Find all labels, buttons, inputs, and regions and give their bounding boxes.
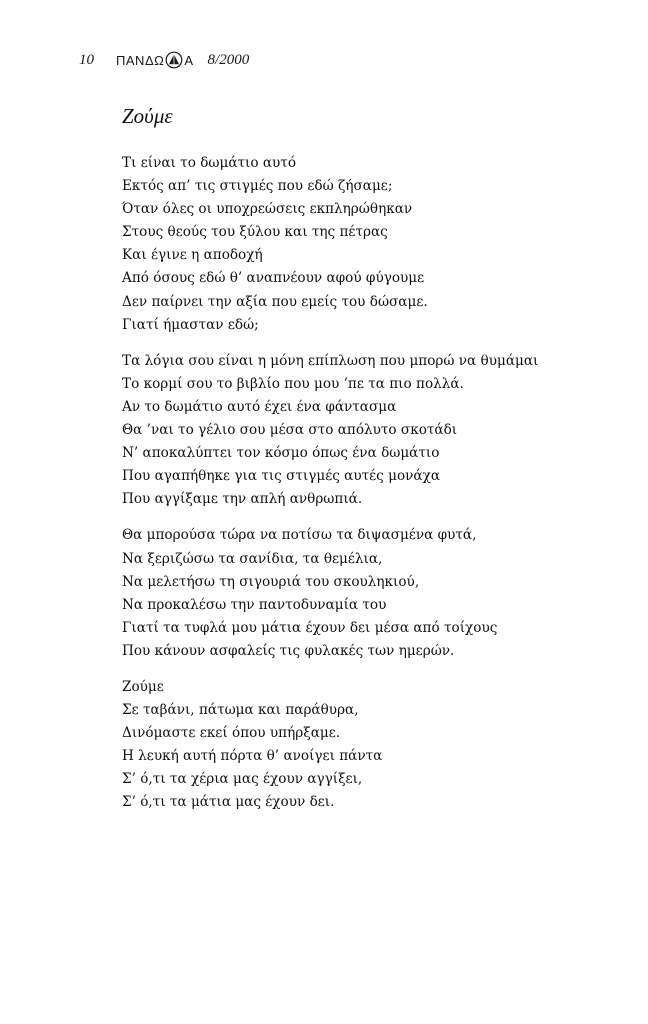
journal-logo	[116, 51, 194, 69]
verse-line: Ν’ αποκαλύπτει τον κόσμο όπως ένα δωμάτιο	[122, 445, 440, 462]
verse-line: Στους θεούς του ξύλου και της πέτρας	[122, 224, 388, 241]
issue-date: 8/2000	[207, 51, 250, 68]
verse-line: Σε ταβάνι, πάτωμα και παράθυρα,	[122, 702, 359, 719]
verse-line: Δεν παίρνει την αξία που εμείς του δώσαμε.	[122, 293, 428, 310]
verse-line: Που κάνουν ασφαλείς τις φυλακές των ημερών.	[122, 642, 455, 659]
verse-line: Το κορμί σου το βιβλίο που μου ’πε τα πιο πολλά.	[122, 375, 464, 392]
verse-line: Θα ’ναι το γέλιο σου μέσα στο απόλυτο σκοτάδι	[122, 422, 458, 439]
verse-line: Να προκαλέσω την παντοδυναμία του	[122, 596, 387, 613]
running-header	[79, 49, 249, 71]
logo-text-right: Α	[184, 52, 194, 68]
verse-line: Σ’ ό,τι τα χέρια μας έχουν αγγίξει,	[122, 771, 363, 788]
verse-line: Τι είναι το δωμάτιο αυτό	[122, 155, 296, 171]
poem-body	[122, 152, 622, 815]
poem-title: Ζούμε	[122, 104, 173, 128]
verse-line: Θα μπορούσα τώρα να ποτίσω τα διψασμένα φυτά,	[122, 527, 477, 544]
verse-line: Τα λόγια σου είναι η μόνη επίπλωση που μπορώ να θυμάμαι	[122, 352, 539, 369]
page-number: 10	[79, 51, 94, 68]
stanza	[122, 350, 622, 512]
verse-line: Όταν όλες οι υποχρεώσεις εκπληρώθηκαν	[122, 201, 413, 218]
logo-text-left: ΠΑΝΔΩ	[116, 52, 165, 68]
pyramid-emblem-icon	[165, 51, 183, 69]
verse-line: Σ’ ό,τι τα μάτια μας έχουν δει.	[122, 794, 335, 811]
verse-line: Δινόμαστε εκεί όπου υπήρξαμε.	[122, 725, 341, 742]
verse-line: Εκτός απ’ τις στιγμές που εδώ ζήσαμε;	[122, 178, 393, 195]
verse-line: Η λευκή αυτή πόρτα θ’ ανοίγει πάντα	[122, 748, 383, 765]
verse-line: Που αγαπήθηκε για τις στιγμές αυτές μονάχα	[122, 468, 440, 485]
verse-line: Γιατί ήμασταν εδώ;	[122, 316, 259, 333]
verse-line: Να ξεριζώσω τα σανίδια, τα θεμέλια,	[122, 550, 383, 567]
verse-line: Γιατί τα τυφλά μου μάτια έχουν δει μέσα από τοίχους	[122, 619, 498, 636]
verse-line: Που αγγίξαμε την απλή ανθρωπιά.	[122, 491, 363, 508]
verse-line: Να μελετήσω τη σιγουριά του σκουληκιού,	[122, 573, 420, 590]
verse-line: Αν το δωμάτιο αυτό έχει ένα φάντασμα	[122, 398, 397, 415]
verse-line: Και έγινε η αποδοχή	[122, 247, 263, 264]
stanza	[122, 524, 622, 663]
stanza	[122, 152, 622, 337]
stanza	[122, 676, 622, 815]
verse-line: Ζούμε	[122, 678, 164, 695]
verse-line: Από όσους εδώ θ’ αναπνέουν αφού φύγουμε	[122, 270, 425, 287]
